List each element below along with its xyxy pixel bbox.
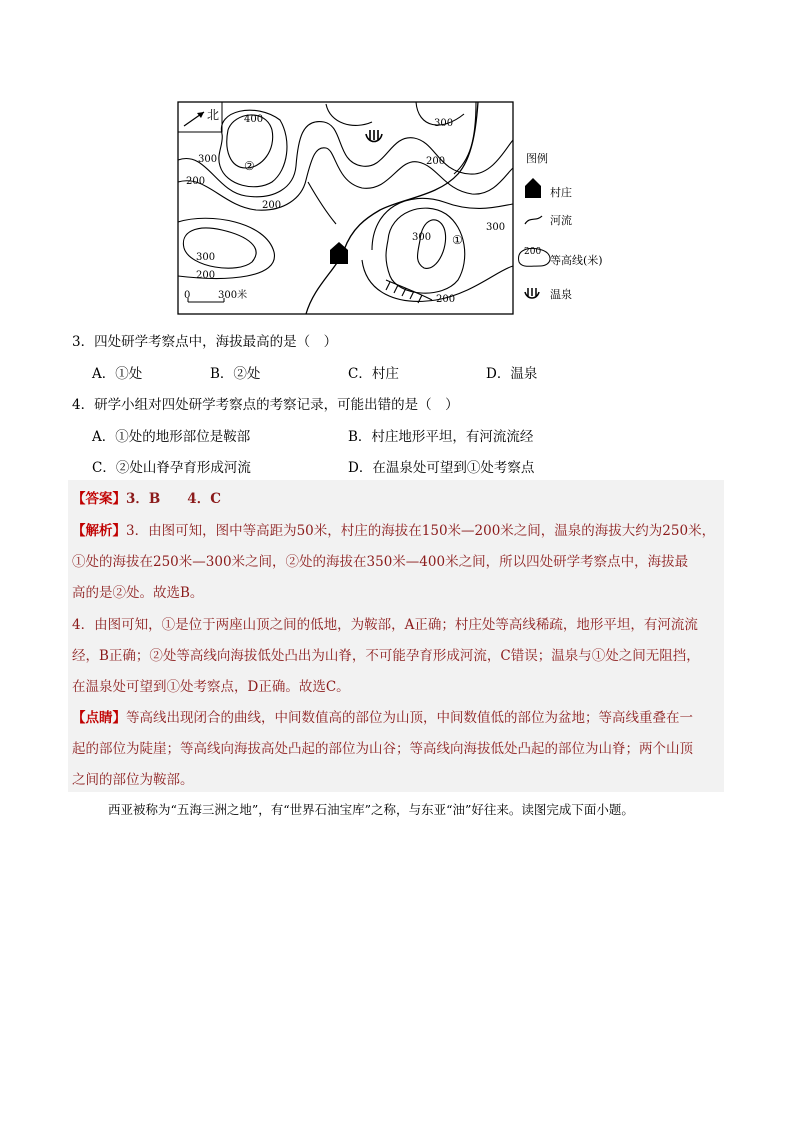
svg-text:400: 400	[244, 114, 264, 125]
svg-text:等高线(米): 等高线(米)	[550, 254, 603, 267]
svg-text:300: 300	[486, 222, 506, 233]
scale-bar	[184, 288, 247, 302]
legend-village-icon	[525, 178, 541, 198]
answer-text: 3．B 4．C	[126, 491, 221, 507]
svg-text:0: 0	[184, 290, 191, 301]
cliff-hatch	[386, 280, 432, 303]
answer-tag: 【答案】	[72, 491, 126, 507]
svg-text:村庄: 村庄	[550, 186, 572, 199]
point-2-label: ②	[244, 159, 255, 173]
map-frame	[178, 102, 513, 314]
svg-text:300: 300	[196, 252, 216, 263]
svg-text:300: 300	[412, 232, 432, 243]
svg-text:河流: 河流	[550, 214, 572, 227]
q3-option-d: D．温泉	[486, 366, 538, 382]
svg-text:200: 200	[186, 176, 206, 187]
point-1-label: ①	[452, 233, 463, 247]
north-label: 北	[207, 108, 220, 122]
svg-text:200: 200	[426, 156, 446, 167]
analysis-line-1: 【解析】3．由图可知，图中等高距为50米，村庄的海拔在150米—200米之间，温泉的海拔大约为250米，	[72, 523, 716, 539]
legend-river-icon	[525, 216, 542, 224]
svg-text:200: 200	[262, 200, 282, 211]
q4-option-a: A．①处的地形部位是鞍部	[92, 429, 251, 445]
svg-text:300米: 300米	[218, 290, 248, 301]
legend-title: 图例	[526, 152, 548, 165]
q4-option-b: B．村庄地形平坦，有河流流经	[348, 429, 534, 445]
q3-option-a: A．①处	[92, 366, 143, 382]
answer-line	[72, 487, 221, 507]
contour-map-figure	[176, 100, 616, 316]
spring-icon	[366, 130, 382, 142]
q4-option-c: C．②处山脊孕育形成河流	[92, 460, 251, 476]
next-section-intro: 西亚被称为“五海三洲之地”，有“世界石油宝库”之称，与东亚“油”好往来。读图完成下面小题。	[108, 802, 634, 817]
svg-text:300: 300	[198, 154, 218, 165]
tip-line-2: 起的部位为陡崖；等高线向海拔高处凸起的部位为山谷；等高线向海拔低处凸起的部位为山脊；两个山顶	[72, 741, 693, 757]
analysis-line-5: 经，B正确；②处等高线向海拔低处凸出为山脊，不可能孕育形成河流，C错误；温泉与①处之间无阻挡，	[72, 648, 700, 664]
tip-line-3: 之间的部位为鞍部。	[72, 772, 194, 788]
analysis-line-6: 在温泉处可望到①处考察点，D正确。故选C。	[72, 679, 350, 695]
analysis-line-4: 4．由图可知，①是位于两座山顶之间的低地，为鞍部，A正确；村庄处等高线稀疏，地形平坦，有河流流	[72, 617, 698, 633]
contour-lines	[178, 102, 513, 301]
legend-spring-icon	[525, 288, 539, 298]
q4-option-d: D．在温泉处可望到①处考察点	[348, 460, 535, 476]
svg-text:200: 200	[196, 270, 216, 281]
river-branch	[308, 182, 336, 224]
contour-labels	[186, 114, 505, 305]
analysis-line-3: 高的是②处。故选B。	[72, 585, 204, 601]
svg-text:200: 200	[524, 247, 542, 257]
question-4-stem: 4．研学小组对四处研学考察点的考察记录，可能出错的是（ ）	[72, 397, 459, 413]
svg-text:200: 200	[436, 294, 456, 305]
tip-tag: 【点睛】	[72, 710, 126, 726]
q3-option-c: C．村庄	[348, 366, 399, 382]
q3-option-b: B．②处	[210, 366, 261, 382]
legend	[519, 151, 603, 301]
contour-map-svg	[176, 100, 616, 316]
svg-text:300: 300	[434, 118, 454, 129]
tip-line-1: 【点睛】等高线出现闭合的曲线，中间数值高的部位为山顶，中间数值低的部位为盆地；等高线重叠在一	[72, 710, 693, 726]
north-arrow-icon	[178, 102, 222, 132]
svg-text:温泉: 温泉	[550, 288, 572, 301]
question-3-stem: 3．四处研学考察点中，海拔最高的是（ ）	[72, 334, 338, 350]
analysis-line-2: ①处的海拔在250米—300米之间，②处的海拔在350米—400米之间，所以四处研学考察点中，海拔最	[72, 554, 689, 570]
analysis-tag: 【解析】	[72, 523, 126, 539]
